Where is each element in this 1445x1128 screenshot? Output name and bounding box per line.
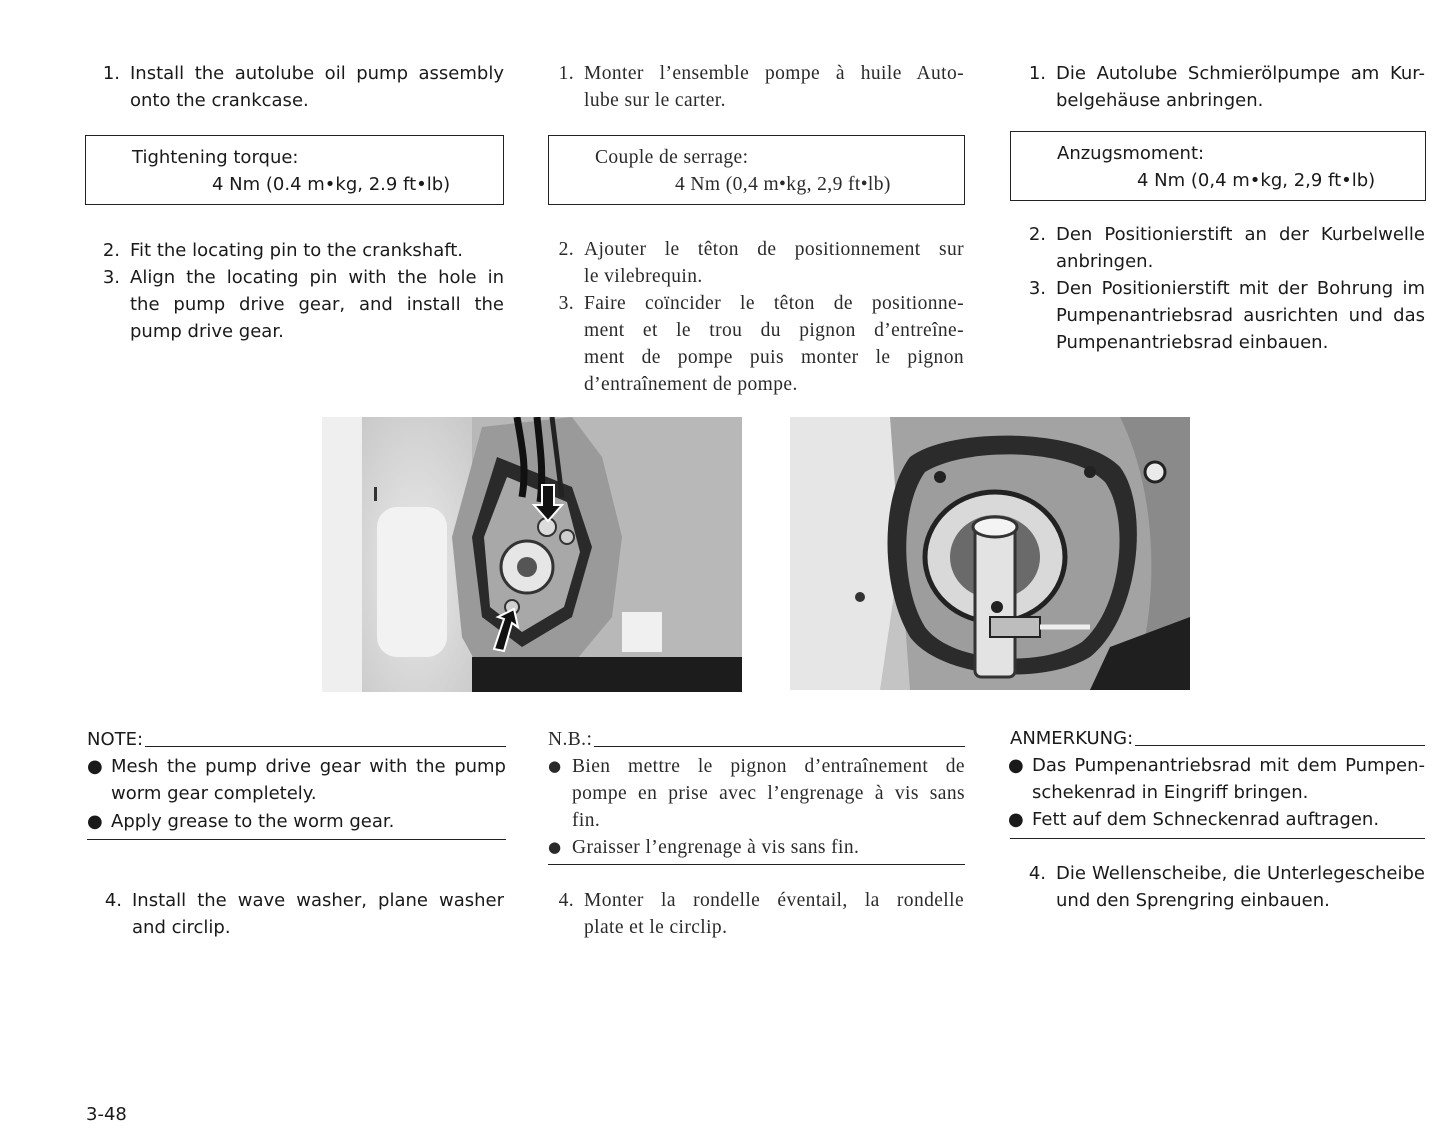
fr-step-2-line: le vilebrequin.: [584, 266, 703, 287]
en-note-line: Apply grease to the worm gear.: [111, 811, 395, 832]
en-note-line: worm gear completely.: [111, 783, 317, 804]
de-torque-box: [1010, 131, 1426, 201]
de-step-3-line: Pumpenantriebsrad einbauen.: [1056, 332, 1329, 353]
de-note-bullet: [1008, 806, 1425, 833]
fr-step-3-line: d’entraînement de pompe.: [584, 374, 798, 395]
en-torque-value: 4 Nm (0.4 m•kg, 2.9 ft•lb): [212, 174, 451, 195]
fr-step-1-number: 1.: [558, 63, 574, 84]
de-note-heading: [1010, 727, 1425, 751]
en-note-rule: [145, 746, 506, 747]
en-step-1: [94, 60, 504, 114]
de-step-3-line: Pumpenantriebsrad ausrichten und das: [1056, 305, 1425, 326]
de-step-2-line: Den Positionierstift an der Kurbelwelle: [1056, 224, 1425, 245]
en-step-2: [94, 237, 504, 264]
en-step-2-line: Fit the locating pin to the crankshaft.: [130, 240, 464, 261]
de-step-1: [1020, 60, 1425, 114]
en-note-label: NOTE:: [87, 729, 144, 750]
fr-torque-label: Couple de serrage:: [595, 147, 749, 168]
fr-note-line: fin.: [572, 810, 601, 831]
en-step-4-line: Install the wave washer, plane washer: [132, 890, 504, 911]
de-step-4-line: Die Wellenscheibe, die Unterlegescheibe: [1056, 863, 1425, 884]
fr-step-4-line: plate et le circlip.: [584, 917, 728, 938]
de-step-1-line: belgehäuse anbringen.: [1056, 90, 1264, 111]
en-step-4-line: and circlip.: [132, 917, 231, 938]
de-note-rule: [1135, 745, 1425, 746]
fr-step-3-number: 3.: [558, 293, 574, 314]
fr-note-label: N.B.:: [548, 729, 593, 750]
fr-note-line: Graisser l’engrenage à vis sans fin.: [572, 837, 860, 858]
de-step-2-line: anbringen.: [1056, 251, 1154, 272]
en-torque-label: Tightening torque:: [132, 147, 299, 168]
en-note-bullet: [87, 753, 506, 807]
fr-note-bullet: [548, 753, 965, 834]
de-step-1-number: 1.: [1028, 63, 1046, 84]
en-step-1-number: 1.: [102, 63, 120, 84]
fr-note-heading: [548, 728, 965, 752]
bullet-icon: ●: [548, 838, 562, 856]
bullet-icon: ●: [87, 811, 103, 832]
de-note-label: ANMERKUNG:: [1010, 728, 1134, 749]
en-step-3-line: pump drive gear.: [130, 321, 284, 342]
drive-gear-photo-image: [790, 417, 1190, 690]
fr-step-3-line: ment de pompe puis monter le pignon: [584, 347, 964, 368]
fr-note-bullet: [548, 834, 965, 861]
de-torque-label: Anzugsmoment:: [1057, 143, 1205, 164]
fr-step-3: [548, 290, 964, 398]
de-note-line: schekenrad in Eingriff bringen.: [1032, 782, 1309, 803]
fr-step-1-line: Monter l’ensemble pompe à huile Auto-: [584, 63, 964, 84]
en-step-1-line: onto the crankcase.: [130, 90, 309, 111]
fr-step-3-line: Faire coïncider le têton de positionne-: [584, 293, 964, 314]
en-step-3-number: 3.: [102, 267, 120, 288]
en-step-2-number: 2.: [102, 240, 120, 261]
fr-step-2: [548, 236, 964, 290]
photo-pump-drive-gear: [790, 417, 1190, 690]
de-step-4-number: 4.: [1028, 863, 1046, 884]
en-step-3-line: Align the locating pin with the hole in: [130, 267, 504, 288]
en-note-line: Mesh the pump drive gear with the pump: [111, 756, 506, 777]
de-step-2-number: 2.: [1028, 224, 1046, 245]
fr-note-line: Bien mettre le pignon d’entraînement de: [572, 756, 965, 777]
fr-note-end-rule: [548, 864, 965, 865]
fr-step-2-line: Ajouter le têton de positionnement sur: [584, 239, 964, 260]
de-step-3-number: 3.: [1028, 278, 1046, 299]
bullet-icon: ●: [1008, 755, 1024, 776]
fr-step-1-line: lube sur le carter.: [584, 90, 726, 111]
bullet-icon: ●: [548, 757, 562, 775]
fr-step-4: [548, 887, 964, 941]
en-torque-box: [85, 135, 504, 205]
de-note-line: Fett auf dem Schneckenrad auftragen.: [1032, 809, 1380, 830]
de-step-2: [1020, 221, 1425, 275]
bullet-icon: ●: [1008, 809, 1024, 830]
en-note-heading: [87, 728, 506, 752]
de-step-1-line: Die Autolube Schmierölpumpe am Kur-: [1056, 63, 1425, 84]
fr-torque-value: 4 Nm (0,4 m•kg, 2,9 ft•lb): [675, 174, 891, 195]
de-step-4: [1020, 860, 1425, 914]
en-step-3-line: the pump drive gear, and install the: [130, 294, 504, 315]
en-step-4: [96, 887, 504, 941]
fr-step-3-line: ment et le trou du pignon d’entreîne-: [584, 320, 964, 341]
de-note-bullet: [1008, 752, 1425, 806]
fr-step-4-number: 4.: [558, 890, 574, 911]
en-step-1-line: Install the autolube oil pump assembly: [130, 63, 504, 84]
fr-step-4-line: Monter la rondelle éventail, la rondelle: [584, 890, 964, 911]
en-note-end-rule: [87, 839, 506, 840]
photo-oil-pump-installed: [322, 417, 742, 692]
bullet-icon: ●: [87, 756, 103, 777]
de-step-3-line: Den Positionierstift mit der Bohrung im: [1056, 278, 1425, 299]
en-step-4-number: 4.: [104, 890, 122, 911]
fr-note-rule: [594, 746, 965, 747]
de-step-3: [1020, 275, 1425, 356]
de-note-line: Das Pumpenantriebsrad mit dem Pumpen-: [1032, 755, 1425, 776]
de-torque-value: 4 Nm (0,4 m•kg, 2,9 ft•lb): [1137, 170, 1376, 191]
fr-torque-box: [548, 135, 965, 205]
de-note-end-rule: [1010, 838, 1425, 839]
en-step-3: [94, 264, 504, 345]
fr-step-2-number: 2.: [558, 239, 574, 260]
fr-step-1: [548, 60, 964, 114]
en-note-bullet: [87, 808, 506, 835]
de-step-4-line: und den Sprengring einbauen.: [1056, 890, 1330, 911]
fr-note-line: pompe en prise avec l’engrenage à vis sans: [572, 783, 965, 804]
page-number: 3-48: [86, 1104, 127, 1125]
oil-pump-photo-image: [322, 417, 742, 692]
